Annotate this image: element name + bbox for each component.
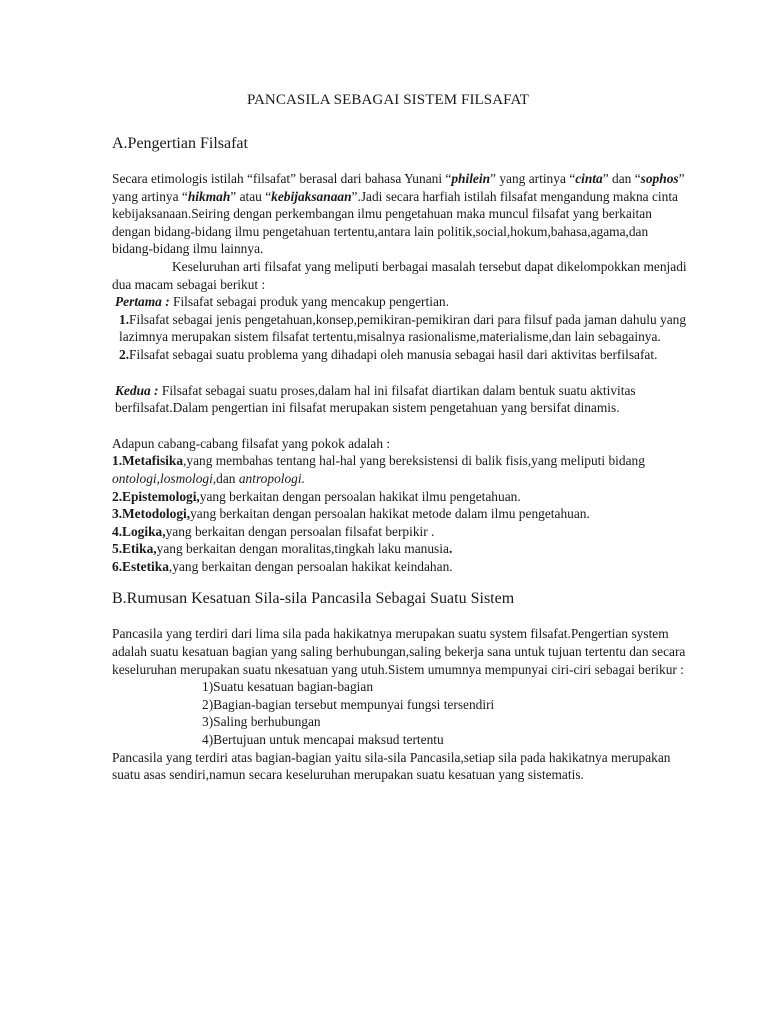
branch-logika: 4.Logika,yang berkaitan dengan persoalan filsafat berpikir . [112, 523, 435, 539]
term-sophos: sophos [640, 171, 679, 186]
pertama-paragraph: Pertama : Filsafat sebagai produk yang mencakup pengertian. [115, 294, 449, 310]
pertama-label: Pertama : [115, 294, 170, 310]
branch-etika: 5.Etika,yang berkaitan dengan moralitas,tingkah laku manusia. [112, 541, 453, 557]
section-b-heading: B.Rumusan Kesatuan Sila-sila Pancasila Sebagai Suatu Sistem [112, 590, 515, 608]
branch-metodologi: 3.Metodologi,yang berkaitan dengan persoalan hakikat metode dalam ilmu pengetahuan. [112, 506, 590, 522]
term-hikmah: hikmah [187, 188, 231, 204]
conclusion-paragraph: Pancasila yang terdiri atas bagian-bagian yaitu sila-sila Pancasila,setiap sila pada hakikatnya merupakan suatu asas sendiri,namun secara keseluruhan merupakan suatu kesatuan yang sistematis. [112, 749, 671, 783]
list-item: 3)Saling berhubungan [202, 714, 321, 730]
pertama-item-1: 1.Filsafat sebagai jenis pengetahuan,konsep,pemikiran-pemikiran dari para filsuf pada jaman dahulu yang lazimnya merupakan sistem filsafat tertentu,misalnya rasionalisme,materialisme,dan lain sebagainya. [119, 311, 687, 345]
kedua-paragraph: Kedua : Filsafat sebagai suatu proses,dalam hal ini filsafat diartikan dalam bentuk suatu aktivitas berfilsafat.Dalam pengertian ini filsafat merupakan sistem pengetahuan yang bersifat dinamis. [115, 382, 636, 416]
branches-intro: Adapun cabang-cabang filsafat yang pokok adalah : [112, 435, 391, 451]
list-item: 4)Bertujuan untuk mencapai maksud tertentu [202, 732, 444, 748]
branch-epistemologi: 2.Epistemologi,yang berkaitan dengan persoalan hakikat ilmu pengetahuan. [112, 488, 521, 504]
document-title: PANCASILA SEBAGAI SISTEM FILSAFAT [246, 92, 530, 108]
branch-metafisika: 1.Metafisika,yang membahas tentang hal-hal yang bereksistensi di balik fisis,yang meliputi bidang ontologi,losmologi,dan antropologi. [112, 453, 645, 486]
list-item: 2)Bagian-bagian tersebut mempunyai fungsi tersendiri [202, 696, 495, 712]
system-characteristics-list [112, 678, 688, 748]
term-kebijaksanaan: kebijaksanaan [271, 188, 352, 204]
branch-estetika: 6.Estetika,yang berkaitan dengan persoalan hakikat keindahan. [112, 558, 453, 574]
section-a-heading: A.Pengertian Filsafat [112, 135, 248, 152]
pertama-item-2: 2.Filsafat sebagai suatu problema yang dihadapi oleh manusia sebagai hasil dari aktivitas berfilsafat. [119, 346, 658, 362]
system-paragraph: Pancasila yang terdiri dari lima sila pada hakikatnya merupakan suatu system filsafat.Pengertian system adalah suatu kesatuan bagian yang saling berhubungan,saling bekerja sana untuk tujuan tertentu dan secara keseluruhan merupakan suatu nkesatuan yang utuh.Sistem umumnya mempunyai ciri-ciri sebagai berikur : [112, 626, 686, 677]
grouping-paragraph: Keseluruhan arti filsafat yang meliputi berbagai masalah tersebut dapat dikelompokkan menjadi dua macam sebagai berikut : [112, 258, 687, 292]
kedua-label: Kedua : [115, 382, 159, 398]
term-philein: philein [451, 171, 491, 186]
list-item: 1)Suatu kesatuan bagian-bagian [202, 679, 374, 695]
etymology-paragraph: Secara etimologis istilah “filsafat” berasal dari bahasa Yunani “philein” yang artinya “cinta” dan “sophos” yang artinya “hikmah” atau “kebijaksanaan”.Jadi secara harfiah istilah filsafat mengandung makna cinta kebijaksanaan.Seiring dengan perkembangan ilmu pengetahuan maka muncul filsafat yang berkaitan dengan bidang-bidang ilmu pengetahuan tertentu,antara lain politik,social,hokum,bahasa,agama,dan bidang-bidang ilmu lainnya. [112, 171, 685, 257]
term-cinta: cinta [575, 171, 603, 186]
